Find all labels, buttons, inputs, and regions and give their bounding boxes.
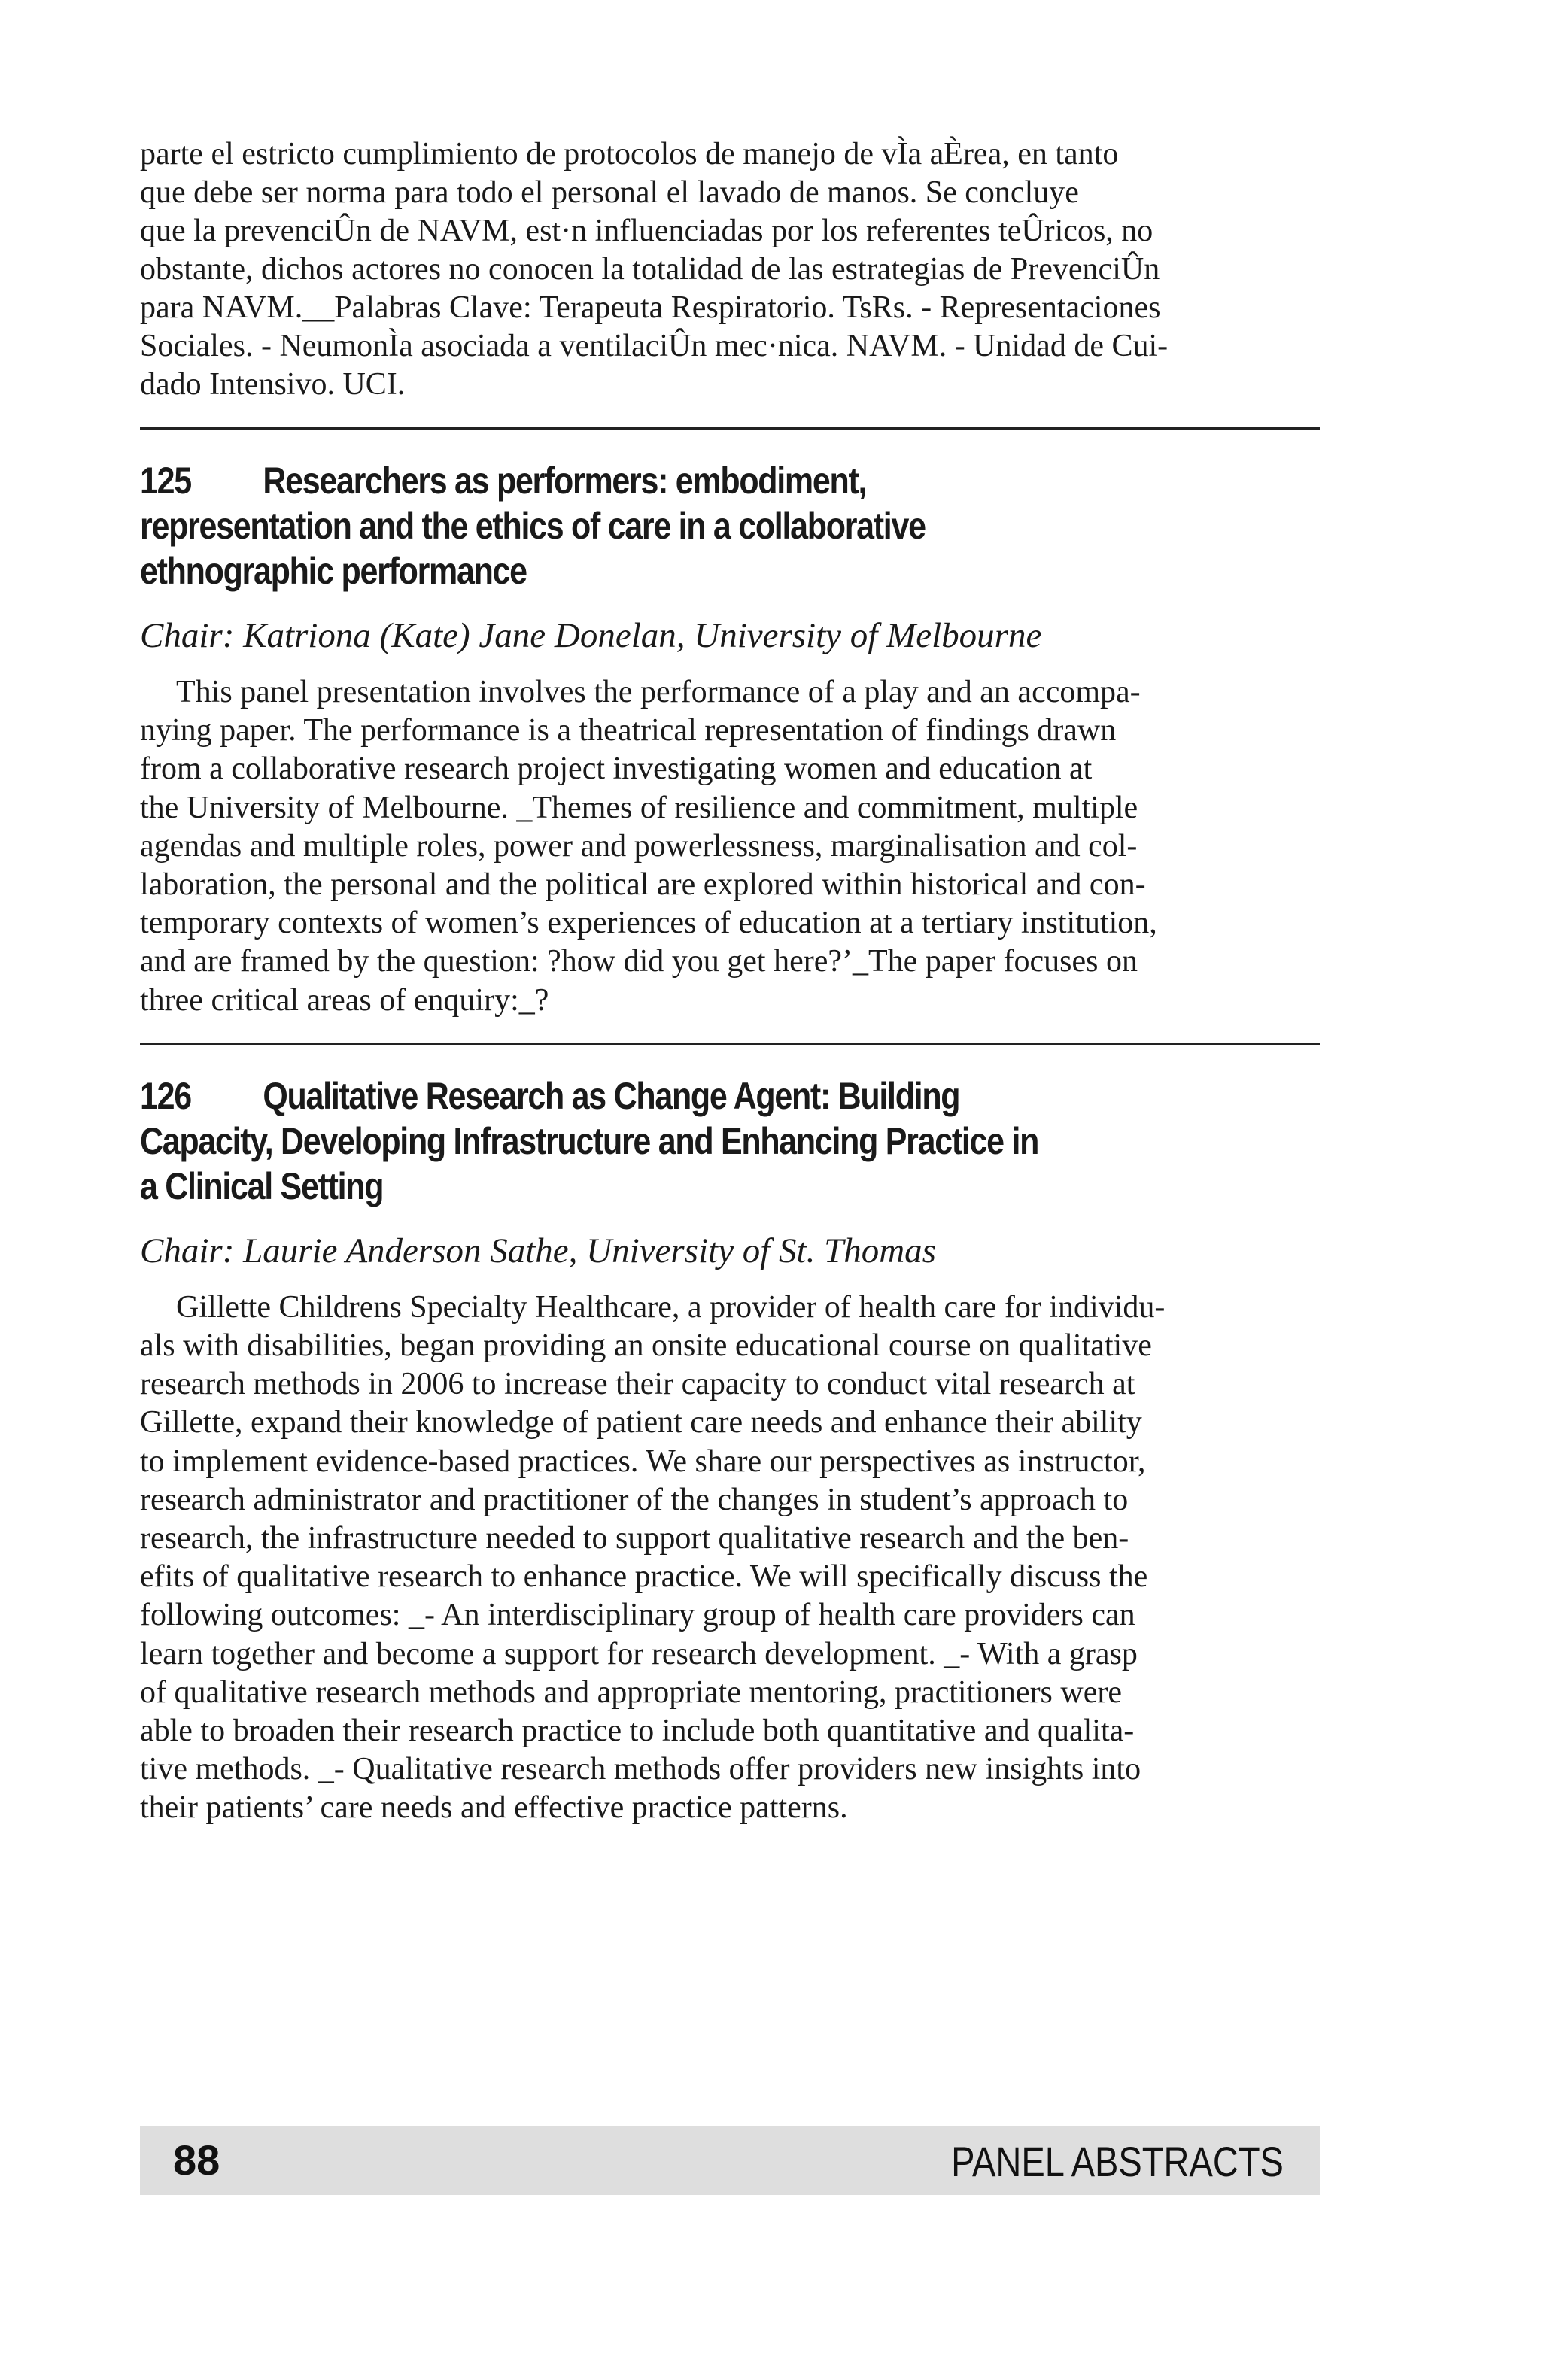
continuation-text: parte el estricto cumplimiento de protocolos de manejo de vÌa aÈrea, en tanto que debe ser norma para todo el personal el lavado de manos. Se concluye que la prevenciÛn de NAVM, est·n influenciadas por los referentes teÛricos, no obstante, dichos actores no conocen la totalidad de las estrategias de PrevenciÛn para NAVM.__Palabras Clave: Terapeuta Respiratorio. TsRs. - Representaciones Sociales. - NeumonÌa asociada a ventilaciÛn mec·nica. NAVM. - Unidad de Cui- dado Intensivo. UCI. <box>140 137 1169 402</box>
abstract-title-line: Capacity, Developing Infrastructure and Enhancing Practice in <box>140 1119 1039 1162</box>
abstract-body: Gillette Childrens Specialty Healthcare, a provider of health care for individu- als with disabilities, began providing an onsite educational course on qualitative research methods in 2006 to increase their capacity to conduct vital research at Gillette, expand their knowledge of patient care needs and enhance their ability to implement evidence-based practices. We share our perspectives as instructor, research administrator and practitioner of the changes in student’s approach to research, the infrastructure needed to support qualitative research and the ben- efits of qualitative research to enhance practice. We will specifically discuss the following outcomes: _- An interdisciplinary group of health care providers can learn together and become a support for research development. _- With a grasp of qualitative research methods and appropriate mentoring, practitioners were able to broaden their research practice to include both quantitative and qualita- tive methods. _- Qualitative research methods offer providers new insights into their patients’ care needs and effective practice patterns. <box>140 1289 1166 1826</box>
abstract-title-text <box>140 1075 1038 1207</box>
abstract-126 <box>140 1073 1320 1828</box>
abstract-body: This panel presentation involves the performance of a play and an accompa- nying paper. The performance is a theatrical representation of findings drawn from a collaborative research project investigating women and education at the University of Melbourne. _Themes of resilience and commitment, multiple agendas and multiple roles, power and powerlessness, marginalisation and col- laboration, the personal and the political are explored within historical and con- temporary contexts of women’s experiences of education at a tertiary institution, and are framed by the question: ?how did you get here?’_The paper focuses on three critical areas of enquiry:_? <box>140 675 1157 1018</box>
abstract-number: 126 <box>140 1074 191 1117</box>
page-number: 88 <box>173 2136 220 2184</box>
abstract-chair: Chair: Laurie Anderson Sathe, University of St. Thomas <box>140 1231 936 1270</box>
section-divider <box>140 1043 1320 1045</box>
page-content <box>140 135 1320 1828</box>
footer-section-label: PANEL ABSTRACTS <box>951 2138 1284 2185</box>
abstract-chair: Chair: Katriona (Kate) Jane Donelan, University of Melbourne <box>140 616 1042 655</box>
abstract-title <box>140 458 1320 593</box>
abstract-title-line: Qualitative Research as Change Agent: Building <box>263 1074 960 1117</box>
abstract-number: 125 <box>140 460 191 502</box>
abstract-title-line: representation and the ethics of care in a collaborative <box>140 505 926 547</box>
abstract-title-line: Researchers as performers: embodiment, <box>263 460 867 502</box>
abstract-title-line: ethnographic performance <box>140 550 527 592</box>
abstract-title <box>140 1073 1320 1209</box>
abstract-125 <box>140 458 1320 1020</box>
page-footer <box>140 2126 1320 2195</box>
abstract-title-line: a Clinical Setting <box>140 1164 384 1207</box>
section-divider <box>140 427 1320 430</box>
